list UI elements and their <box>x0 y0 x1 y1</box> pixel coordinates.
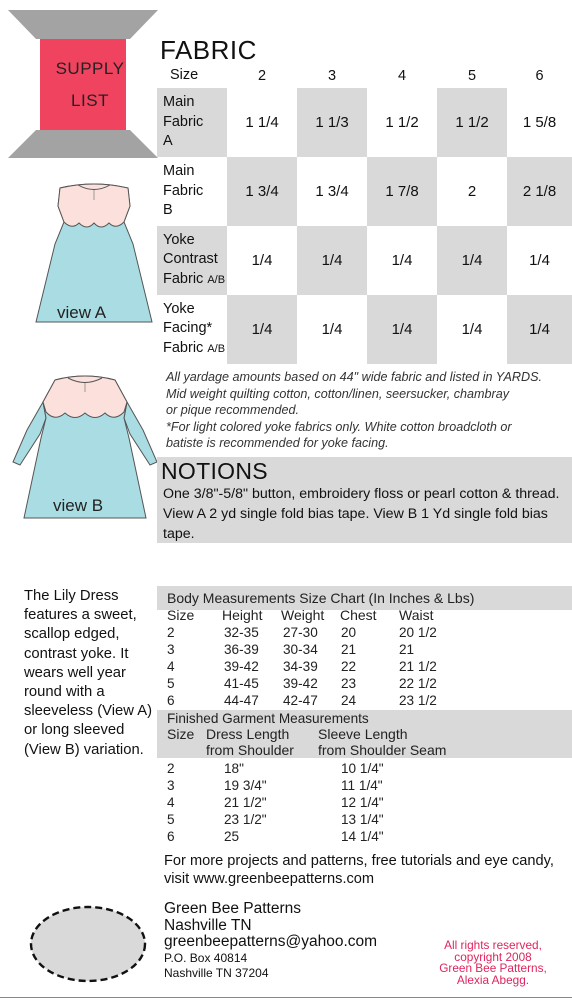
table-cell: 19 3/4" <box>224 778 267 793</box>
email-link[interactable]: greenbeepatterns@yahoo.com <box>164 933 378 950</box>
col-header-dress-length: Dress Length <box>206 726 290 742</box>
table-cell: 34-39 <box>283 659 318 674</box>
table-cell: 13 1/4" <box>341 812 384 827</box>
table-cell: 5 <box>167 812 175 827</box>
view-b-label: view B <box>53 496 104 515</box>
company-city: Nashville TN <box>164 917 252 934</box>
table-cell: 4 <box>167 659 175 674</box>
fabric-row-main-a <box>157 88 572 157</box>
dress-view-b <box>10 372 160 524</box>
po-box: P.O. Box 40814 <box>164 951 248 965</box>
col-header-chest: Chest <box>340 607 377 623</box>
table-cell: 24 <box>341 693 357 708</box>
fabric-header-row <box>157 64 572 88</box>
fabric-cell: 1 5/8 <box>522 114 557 131</box>
notions-text: One 3/8"-5/8" button, embroidery floss or pearl cotton & thread. View A 2 yd single fold bias tape. View B 1 Yd single fold bias tape. <box>163 486 560 542</box>
fabric-cell: 1 1/2 <box>385 114 419 131</box>
rights-line: copyright 2008 <box>454 949 532 964</box>
fabric-cell: 1/4 <box>297 226 367 295</box>
table-cell: 25 <box>224 829 240 844</box>
fabric-row-label: Main Fabric A <box>157 88 227 157</box>
fabric-cell: 1/4 <box>461 321 483 338</box>
size-header: 4 <box>397 68 407 84</box>
yardage-notes <box>166 369 566 452</box>
fabric-cell: 1/4 <box>227 295 297 364</box>
fabric-cell: 1 1/3 <box>297 88 367 157</box>
fabric-cell: 1 1/2 <box>437 88 507 157</box>
fabric-cell: 2 <box>467 183 477 200</box>
table-cell: 39-42 <box>224 659 259 674</box>
note-line: or pique recommended. <box>166 403 300 418</box>
fabric-row-label: Main Fabric B <box>163 163 204 219</box>
table-cell: 2 <box>167 625 175 640</box>
view-a-label: view A <box>57 303 107 322</box>
fabric-row-yoke-facing <box>157 295 572 364</box>
sleeveless-dress-icon <box>30 178 158 328</box>
rights-line: Green Bee Patterns, <box>439 961 547 975</box>
table-cell: 32-35 <box>224 625 259 640</box>
dashed-oval-icon <box>28 904 148 984</box>
logo-placeholder-oval <box>28 904 148 984</box>
table-cell: 2 <box>167 761 175 776</box>
table-cell: 6 <box>167 829 175 844</box>
list-label: LIST <box>71 91 109 110</box>
fabric-cell: 1 3/4 <box>315 183 349 200</box>
table-cell: 21 1/2" <box>224 795 267 810</box>
table-cell: 21 <box>341 642 357 657</box>
table-cell: 23 1/2 <box>399 693 437 708</box>
col-subheader-dress: from Shoulder <box>206 742 294 758</box>
long-sleeve-dress-icon <box>10 372 160 524</box>
fabric-row-sub: A/B <box>207 273 226 286</box>
fabric-title: FABRIC <box>160 35 257 65</box>
table-cell: 44-47 <box>224 693 259 708</box>
fabric-row-yoke-contrast <box>157 226 572 295</box>
fabric-cell: 1/4 <box>391 252 413 269</box>
note-line: All yardage amounts based on 44" wide fabric and listed in YARDS. <box>166 370 542 384</box>
table-cell: 30-34 <box>283 642 318 657</box>
fabric-yardage-table <box>157 64 572 364</box>
notions-title: NOTIONS <box>161 458 268 484</box>
col-header-height: Height <box>222 607 263 623</box>
note-line: Mid weight quilting cotton, cotton/linen, seersucker, chambray <box>166 386 510 401</box>
fabric-cell: 1/4 <box>529 252 550 269</box>
fabric-cell: 1/4 <box>367 295 437 364</box>
size-header: 6 <box>535 68 544 84</box>
table-cell: 23 1/2" <box>224 812 267 827</box>
size-header: 3 <box>327 68 337 84</box>
fabric-cell: 1/4 <box>437 226 507 295</box>
body-chart-title: Body Measurements Size Chart (In Inches & Lbs) <box>167 590 475 606</box>
table-cell: 22 <box>341 659 357 674</box>
supply-list-spool <box>8 10 158 158</box>
col-header-size: Size <box>167 726 195 742</box>
table-cell: 20 1/2 <box>399 625 437 640</box>
dress-description: The Lily Dress features a sweet, scallop edged, contrast yoke. It wears well year round with a sleeveless (View A) or long sleeved (View B) variation. <box>24 588 153 758</box>
bottom-divider <box>0 997 572 998</box>
dress-view-a <box>30 178 158 328</box>
table-cell: 23 <box>341 676 357 691</box>
table-cell: 20 <box>341 625 357 640</box>
table-cell: 12 1/4" <box>341 795 384 810</box>
fabric-cell: 2 1/8 <box>507 157 572 226</box>
col-header-weight: Weight <box>281 607 325 623</box>
fabric-cell: 1/4 <box>251 252 273 269</box>
copyright-notice <box>418 940 568 986</box>
fabric-cell: 1 1/4 <box>245 114 279 131</box>
table-cell: 41-45 <box>224 676 259 691</box>
fabric-row-main-b <box>157 157 572 226</box>
table-cell: 42-47 <box>283 693 318 708</box>
col-header-waist: Waist <box>399 607 434 623</box>
garment-chart-title: Finished Garment Measurements <box>167 711 369 726</box>
note-line: *For light colored yoke fabrics only. White cotton broadcloth or <box>166 419 512 434</box>
fabric-row-label: Yoke Facing* Fabric A/B <box>163 300 226 356</box>
table-cell: 21 <box>399 642 415 657</box>
table-cell: 14 1/4" <box>341 829 384 844</box>
note-line: batiste is recommended for yoke facing. <box>166 436 389 451</box>
size-header: 2 <box>257 68 267 84</box>
supply-label: SUPPLY <box>55 59 125 78</box>
col-header-sleeve-length: Sleeve Length <box>318 726 408 742</box>
table-cell: 36-39 <box>224 642 259 657</box>
rights-line: Alexia Abegg. <box>456 972 530 987</box>
table-cell: 5 <box>167 676 175 691</box>
fabric-row-sub: A/B <box>207 342 226 355</box>
table-cell: 3 <box>167 778 175 793</box>
col-header-size: Size <box>167 607 195 623</box>
size-label: Size <box>170 67 199 84</box>
company-name: Green Bee Patterns <box>164 900 301 917</box>
col-subheader-sleeve: from Shoulder Seam <box>318 742 447 758</box>
table-cell: 39-42 <box>283 676 318 691</box>
size-header: 5 <box>467 68 477 84</box>
table-cell: 11 1/4" <box>341 778 383 793</box>
rights-line: All rights reserved, <box>444 938 542 952</box>
table-cell: 3 <box>167 642 175 657</box>
table-cell: 6 <box>167 693 175 708</box>
fabric-cell: 1/4 <box>507 295 572 364</box>
table-cell: 4 <box>167 795 175 810</box>
fabric-cell: 1 3/4 <box>227 157 297 226</box>
fabric-cell: 1 7/8 <box>367 157 437 226</box>
zip-line: Nashville TN 37204 <box>164 966 269 980</box>
table-cell: 10 1/4" <box>341 761 384 776</box>
spool-icon <box>8 10 158 158</box>
table-cell: 27-30 <box>283 625 318 640</box>
more-info-text: For more projects and patterns, free tutorials and eye candy, visit www.greenbeepatterns.com <box>164 853 554 887</box>
table-cell: 22 1/2 <box>399 676 437 691</box>
table-cell: 21 1/2 <box>399 659 437 674</box>
table-cell: 18" <box>224 761 244 776</box>
fabric-row-label: Yoke Contrast Fabric A/B <box>157 226 227 295</box>
fabric-cell: 1/4 <box>321 321 343 338</box>
